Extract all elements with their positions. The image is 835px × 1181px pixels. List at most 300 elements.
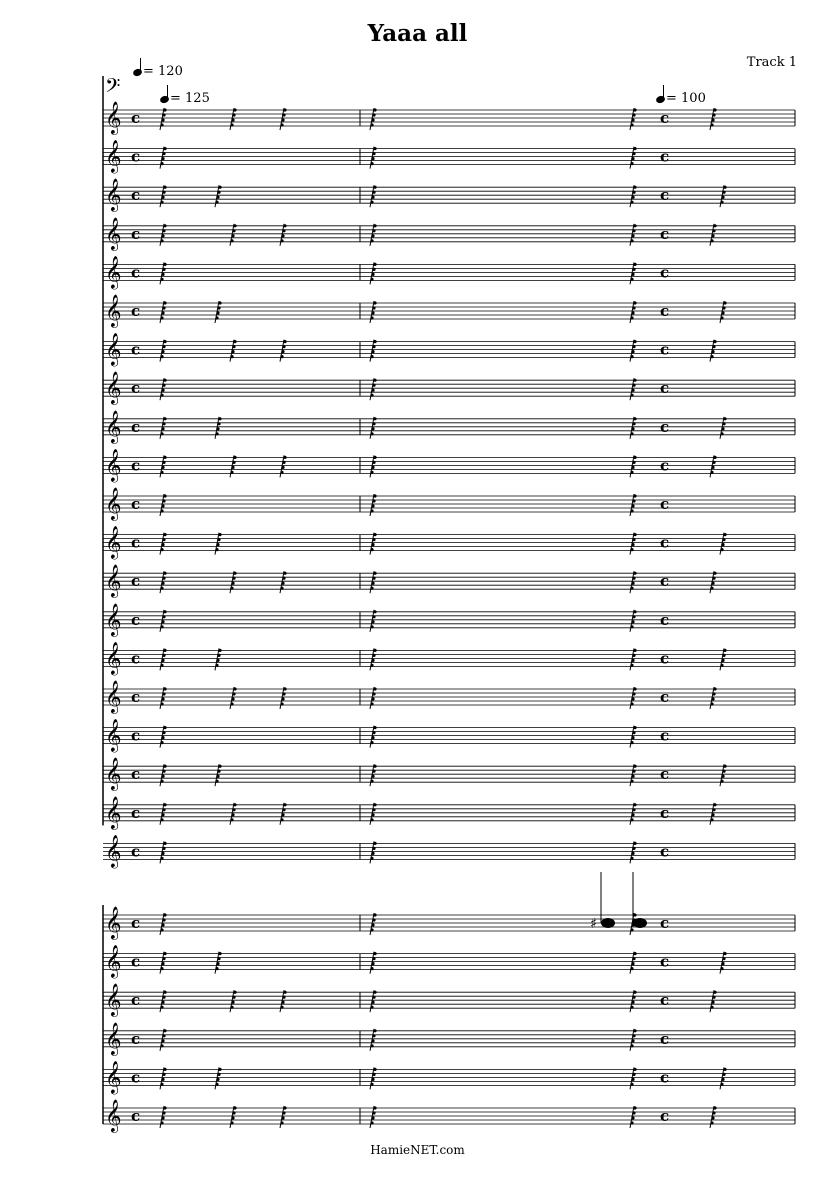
rest-flag-dot xyxy=(633,572,636,575)
common-time-icon: c xyxy=(131,726,141,745)
rest-flag-dot xyxy=(711,1001,714,1004)
common-time-icon: c xyxy=(131,610,141,629)
rest-flag-dot xyxy=(161,1078,164,1081)
rest-flag-dot xyxy=(370,625,373,628)
treble-clef-icon: 𝄞 xyxy=(105,332,122,366)
rest-flag-dot xyxy=(720,316,723,319)
rest-flag-dot xyxy=(713,991,716,994)
rest-flag-dot xyxy=(633,952,636,955)
rest-flag-dot xyxy=(723,186,726,189)
rest-flag-dot xyxy=(163,913,166,916)
rest-flag-dot xyxy=(216,1078,219,1081)
rest-flag-dot xyxy=(713,456,716,459)
rest-flag-dot xyxy=(162,345,165,348)
rest-flag-dot xyxy=(372,113,375,116)
rest-flag-dot xyxy=(163,108,166,111)
common-time-icon: c xyxy=(660,726,670,745)
rest-flag-dot xyxy=(163,379,166,382)
rest-flag-dot xyxy=(371,389,374,392)
rest-flag-dot xyxy=(632,996,635,999)
rest-flag-dot xyxy=(216,311,219,314)
common-time-icon: c xyxy=(660,572,670,591)
rest-flag-dot xyxy=(631,389,634,392)
rest-flag-dot xyxy=(370,239,373,242)
rest-flag-dot xyxy=(161,813,164,816)
rest-flag-dot xyxy=(370,702,373,705)
rest-flag-dot xyxy=(630,162,633,165)
tempo-second-value: = 100 xyxy=(666,91,706,106)
rest-flag-dot xyxy=(160,818,163,821)
rest-flag-dot xyxy=(161,157,164,160)
rest-flag-dot xyxy=(723,301,726,304)
rest-flag-dot xyxy=(633,224,636,227)
rest-flag-dot xyxy=(160,664,163,667)
rest-flag-dot xyxy=(232,996,235,999)
rest-flag-dot xyxy=(370,587,373,590)
rest-flag-dot xyxy=(217,654,220,657)
rest-flag-dot xyxy=(281,234,284,237)
rest-flag-dot xyxy=(632,191,635,194)
rest-flag-dot xyxy=(283,224,286,227)
rest-flag-dot xyxy=(162,229,165,232)
rest-flag-dot xyxy=(160,316,163,319)
rest-flag-dot xyxy=(372,499,375,502)
rest-flag-dot xyxy=(710,471,713,474)
rest-flag-dot xyxy=(630,509,633,512)
rest-flag-dot xyxy=(723,1068,726,1071)
rest-flag-dot xyxy=(633,379,636,382)
rest-flag-dot xyxy=(280,587,283,590)
treble-clef-icon: 𝄞 xyxy=(105,680,122,713)
rest-flag-dot xyxy=(216,543,219,546)
treble-clef-icon: 𝄞 xyxy=(105,409,122,443)
rest-flag-dot xyxy=(630,818,633,821)
rest-flag-dot xyxy=(630,201,633,204)
rest-flag-dot xyxy=(711,466,714,469)
rest-flag-dot xyxy=(160,1083,163,1086)
rest-flag-dot xyxy=(631,157,634,160)
rest-flag-dot xyxy=(163,842,166,845)
rest-flag-dot xyxy=(163,991,166,994)
rest-flag-dot xyxy=(722,538,725,541)
rest-flag-dot xyxy=(161,196,164,199)
rest-flag-dot xyxy=(161,273,164,276)
track-label: Track 1 xyxy=(746,55,797,70)
rest-flag-dot xyxy=(233,687,236,690)
rest-flag-dot xyxy=(723,649,726,652)
rest-flag-dot xyxy=(370,857,373,860)
rest-flag-dot xyxy=(632,731,635,734)
rest-flag-dot xyxy=(632,384,635,387)
rest-flag-dot xyxy=(163,1029,166,1032)
rest-flag-dot xyxy=(230,471,233,474)
rest-flag-dot xyxy=(631,1116,634,1119)
rest-flag-dot xyxy=(218,533,221,536)
rest-flag-dot xyxy=(631,427,634,430)
rest-flag-dot xyxy=(233,803,236,806)
rest-flag-dot xyxy=(371,775,374,778)
rest-flag-dot xyxy=(630,1006,633,1009)
rest-flag-dot xyxy=(161,504,164,507)
rest-flag-dot xyxy=(370,394,373,397)
rest-flag-dot xyxy=(283,687,286,690)
rest-flag-dot xyxy=(372,957,375,960)
rest-flag-dot xyxy=(280,471,283,474)
rest-flag-dot xyxy=(218,186,221,189)
treble-clef-icon: 𝄞 xyxy=(105,641,122,675)
common-time-icon: c xyxy=(660,991,670,1010)
rest-flag-dot xyxy=(161,775,164,778)
rest-flag-dot xyxy=(630,316,633,319)
rest-flag-dot xyxy=(162,1034,165,1037)
rest-flag-dot xyxy=(633,842,636,845)
rest-flag-dot xyxy=(373,417,376,420)
rest-flag-dot xyxy=(373,340,376,343)
treble-clef-icon: 𝄞 xyxy=(105,294,122,327)
rest-flag-dot xyxy=(632,957,635,960)
rest-flag-dot xyxy=(711,697,714,700)
rest-flag-dot xyxy=(631,350,634,353)
rest-flag-dot xyxy=(631,196,634,199)
rest-flag-dot xyxy=(161,852,164,855)
rest-flag-dot xyxy=(372,808,375,811)
rest-flag-dot xyxy=(721,1078,724,1081)
rest-flag-dot xyxy=(373,913,376,916)
rest-flag-dot xyxy=(373,456,376,459)
rest-flag-dot xyxy=(162,654,165,657)
common-time-icon: c xyxy=(660,803,670,822)
rest-flag-dot xyxy=(370,1083,373,1086)
rest-flag-dot xyxy=(721,543,724,546)
rest-flag-dot xyxy=(370,432,373,435)
rest-flag-dot xyxy=(160,625,163,628)
rest-flag-dot xyxy=(160,509,163,512)
common-time-icon: c xyxy=(131,224,141,243)
rest-flag-dot xyxy=(161,311,164,314)
rest-flag-dot xyxy=(161,1116,164,1119)
rest-flag-dot xyxy=(370,509,373,512)
rest-flag-dot xyxy=(162,152,165,155)
treble-clef-icon: 𝄞 xyxy=(105,757,122,791)
rest-flag-dot xyxy=(371,620,374,623)
rest-flag-dot xyxy=(632,461,635,464)
rest-flag-dot xyxy=(218,301,221,304)
rest-flag-dot xyxy=(217,957,220,960)
rest-flag-dot xyxy=(280,702,283,705)
rest-flag-dot xyxy=(372,692,375,695)
rest-flag-dot xyxy=(630,432,633,435)
rest-flag-dot xyxy=(633,913,636,916)
rest-flag-dot xyxy=(633,494,636,497)
common-time-icon: c xyxy=(131,765,141,784)
rest-flag-dot xyxy=(370,1121,373,1124)
rest-flag-dot xyxy=(631,1039,634,1042)
treble-clef-icon: 𝄞 xyxy=(105,602,122,636)
rest-flag-dot xyxy=(632,1034,635,1037)
rest-flag-dot xyxy=(218,952,221,955)
rest-flag-dot xyxy=(372,577,375,580)
rest-flag-dot xyxy=(163,301,166,304)
rest-flag-dot xyxy=(372,538,375,541)
rest-flag-dot xyxy=(712,461,715,464)
common-time-icon: c xyxy=(660,495,670,513)
common-time-icon: c xyxy=(660,224,670,243)
rest-flag-dot xyxy=(630,355,633,358)
rest-flag-dot xyxy=(632,692,635,695)
rest-flag-dot xyxy=(710,587,713,590)
rest-flag-dot xyxy=(372,345,375,348)
rest-flag-dot xyxy=(371,427,374,430)
rest-flag-dot xyxy=(231,697,234,700)
rest-flag-dot xyxy=(161,582,164,585)
treble-clef-icon: 𝄞 xyxy=(105,1060,122,1094)
rest-flag-dot xyxy=(371,1001,374,1004)
rest-flag-dot xyxy=(162,422,165,425)
rest-flag-dot xyxy=(710,239,713,242)
rest-flag-dot xyxy=(370,471,373,474)
rest-flag-dot xyxy=(721,962,724,965)
rest-flag-dot xyxy=(371,311,374,314)
rest-flag-dot xyxy=(163,649,166,652)
rest-flag-dot xyxy=(630,741,633,744)
common-time-icon: c xyxy=(660,302,670,320)
rest-flag-dot xyxy=(215,1083,218,1086)
rest-flag-dot xyxy=(632,345,635,348)
common-time-icon: c xyxy=(131,991,141,1010)
rest-flag-dot xyxy=(372,422,375,425)
rest-flag-dot xyxy=(163,1068,166,1071)
rest-flag-dot xyxy=(231,582,234,585)
rest-flag-dot xyxy=(162,957,165,960)
common-time-icon: c xyxy=(131,1107,141,1125)
rest-flag-dot xyxy=(712,996,715,999)
rest-flag-dot xyxy=(283,108,286,111)
rest-flag-dot xyxy=(630,278,633,281)
rest-flag-dot xyxy=(160,162,163,165)
rest-flag-dot xyxy=(163,224,166,227)
rest-flag-dot xyxy=(633,991,636,994)
rest-flag-dot xyxy=(160,471,163,474)
rest-flag-dot xyxy=(230,702,233,705)
rest-flag-dot xyxy=(231,1116,234,1119)
rest-flag-dot xyxy=(280,1006,283,1009)
common-time-icon: c xyxy=(660,1029,670,1048)
rest-flag-dot xyxy=(712,229,715,232)
rest-flag-dot xyxy=(281,582,284,585)
rest-flag-dot xyxy=(720,780,723,783)
rest-flag-dot xyxy=(373,147,376,150)
rest-flag-dot xyxy=(160,1121,163,1124)
rest-flag-dot xyxy=(216,659,219,662)
common-time-icon: c xyxy=(660,952,670,971)
score-title: Yaaa all xyxy=(367,20,468,47)
common-time-icon: c xyxy=(131,533,141,552)
common-time-icon: c xyxy=(131,649,141,668)
rest-flag-dot xyxy=(373,649,376,652)
rest-flag-dot xyxy=(163,263,166,266)
rest-flag-dot xyxy=(630,123,633,126)
rest-flag-dot xyxy=(218,649,221,652)
rest-flag-dot xyxy=(633,1106,636,1109)
rest-flag-dot xyxy=(162,808,165,811)
common-time-icon: c xyxy=(131,914,141,932)
rest-flag-dot xyxy=(632,268,635,271)
rest-flag-dot xyxy=(712,345,715,348)
rest-flag-dot xyxy=(163,340,166,343)
treble-clef-icon: 𝄞 xyxy=(105,216,122,250)
rest-flag-dot xyxy=(372,229,375,232)
treble-clef-icon: 𝄞 xyxy=(105,718,122,752)
rest-flag-dot xyxy=(233,108,236,111)
rest-flag-dot xyxy=(631,852,634,855)
rest-flag-dot xyxy=(230,587,233,590)
rest-flag-dot xyxy=(283,340,286,343)
common-time-icon: c xyxy=(660,765,670,784)
common-time-icon: c xyxy=(131,1029,141,1048)
rest-flag-dot xyxy=(163,726,166,729)
rest-flag-dot xyxy=(232,808,235,811)
rest-flag-dot xyxy=(633,1029,636,1032)
rest-flag-dot xyxy=(722,770,725,773)
rest-flag-dot xyxy=(632,654,635,657)
sharp-icon: ♯ xyxy=(590,916,597,932)
rest-flag-dot xyxy=(633,687,636,690)
rest-flag-dot xyxy=(370,1044,373,1047)
rest-flag-dot xyxy=(370,741,373,744)
rest-flag-dot xyxy=(371,923,374,926)
rest-flag-dot xyxy=(372,306,375,309)
rest-flag-dot xyxy=(371,543,374,546)
rest-flag-dot xyxy=(633,765,636,768)
rest-flag-dot xyxy=(161,923,164,926)
common-time-icon: c xyxy=(660,340,670,359)
common-time-icon: c xyxy=(660,914,670,932)
rest-flag-dot xyxy=(161,1001,164,1004)
rest-flag-dot xyxy=(231,1001,234,1004)
rest-flag-dot xyxy=(720,432,723,435)
rest-flag-dot xyxy=(373,842,376,845)
rest-flag-dot xyxy=(230,355,233,358)
treble-clef-icon: 𝄞 xyxy=(105,795,122,829)
rest-flag-dot xyxy=(632,113,635,116)
rest-flag-dot xyxy=(160,201,163,204)
common-time-icon: c xyxy=(131,495,141,513)
rest-flag-dot xyxy=(233,572,236,575)
footer-credit: HamieNET.com xyxy=(370,1143,465,1157)
rest-flag-dot xyxy=(163,186,166,189)
rest-flag-dot xyxy=(231,350,234,353)
rest-flag-dot xyxy=(162,384,165,387)
rest-flag-dot xyxy=(215,967,218,970)
rest-flag-dot xyxy=(711,582,714,585)
rest-flag-dot xyxy=(160,1044,163,1047)
rest-flag-dot xyxy=(163,456,166,459)
rest-flag-dot xyxy=(281,697,284,700)
rest-flag-dot xyxy=(633,803,636,806)
rest-flag-dot xyxy=(370,123,373,126)
rest-flag-dot xyxy=(160,239,163,242)
rest-flag-dot xyxy=(630,1083,633,1086)
rest-flag-dot xyxy=(160,548,163,551)
rest-flag-dot xyxy=(372,1034,375,1037)
rest-flag-dot xyxy=(633,456,636,459)
rest-flag-dot xyxy=(162,770,165,773)
rest-flag-dot xyxy=(631,775,634,778)
rest-flag-dot xyxy=(162,191,165,194)
rest-flag-dot xyxy=(711,234,714,237)
rest-flag-dot xyxy=(633,649,636,652)
rest-flag-dot xyxy=(722,654,725,657)
rest-flag-dot xyxy=(162,731,165,734)
treble-clef-icon: 𝄞 xyxy=(105,1099,122,1132)
rest-flag-dot xyxy=(162,615,165,618)
common-time-icon: c xyxy=(131,803,141,822)
rest-flag-dot xyxy=(160,587,163,590)
common-time-icon: c xyxy=(131,688,141,706)
rest-flag-dot xyxy=(161,389,164,392)
treble-clef-icon: 𝄞 xyxy=(105,178,122,212)
rest-flag-dot xyxy=(370,780,373,783)
treble-clef-icon: 𝄞 xyxy=(105,371,122,405)
rest-flag-dot xyxy=(710,702,713,705)
rest-flag-dot xyxy=(162,499,165,502)
rest-flag-dot xyxy=(373,108,376,111)
rest-flag-dot xyxy=(371,659,374,662)
rest-flag-dot xyxy=(282,692,285,695)
rest-flag-dot xyxy=(231,118,234,121)
rest-flag-dot xyxy=(218,765,221,768)
rest-flag-dot xyxy=(631,311,634,314)
rest-flag-dot xyxy=(162,538,165,541)
rest-flag-dot xyxy=(163,952,166,955)
rest-flag-dot xyxy=(710,818,713,821)
common-time-icon: c xyxy=(660,417,670,436)
rest-flag-dot xyxy=(711,813,714,816)
rest-flag-dot xyxy=(280,818,283,821)
treble-clef-icon: 𝄞 xyxy=(105,944,122,978)
rest-flag-dot xyxy=(631,697,634,700)
rest-flag-dot xyxy=(371,736,374,739)
rest-flag-dot xyxy=(372,731,375,734)
rest-flag-dot xyxy=(216,427,219,430)
rest-flag-dot xyxy=(630,1044,633,1047)
bass-clef-icon: 𝄢 xyxy=(105,74,121,102)
common-time-icon: c xyxy=(131,417,141,436)
rest-flag-dot xyxy=(372,1073,375,1076)
rest-flag-dot xyxy=(372,918,375,921)
rest-flag-dot xyxy=(713,340,716,343)
rest-flag-dot xyxy=(713,1106,716,1109)
rest-flag-dot xyxy=(217,770,220,773)
rest-flag-dot xyxy=(215,432,218,435)
rest-flag-dot xyxy=(371,273,374,276)
rest-flag-dot xyxy=(215,548,218,551)
treble-clef-icon: 𝄞 xyxy=(105,525,122,559)
rest-flag-dot xyxy=(230,239,233,242)
rest-flag-dot xyxy=(713,687,716,690)
rest-flag-dot xyxy=(161,427,164,430)
rest-flag-dot xyxy=(633,610,636,613)
rest-flag-dot xyxy=(217,1073,220,1076)
treble-clef-icon: 𝄞 xyxy=(105,906,122,939)
rest-flag-dot xyxy=(215,316,218,319)
rest-flag-dot xyxy=(217,306,220,309)
rest-flag-dot xyxy=(372,152,375,155)
rest-flag-dot xyxy=(632,229,635,232)
rest-flag-dot xyxy=(161,697,164,700)
rest-flag-dot xyxy=(371,1078,374,1081)
rest-flag-dot xyxy=(216,196,219,199)
